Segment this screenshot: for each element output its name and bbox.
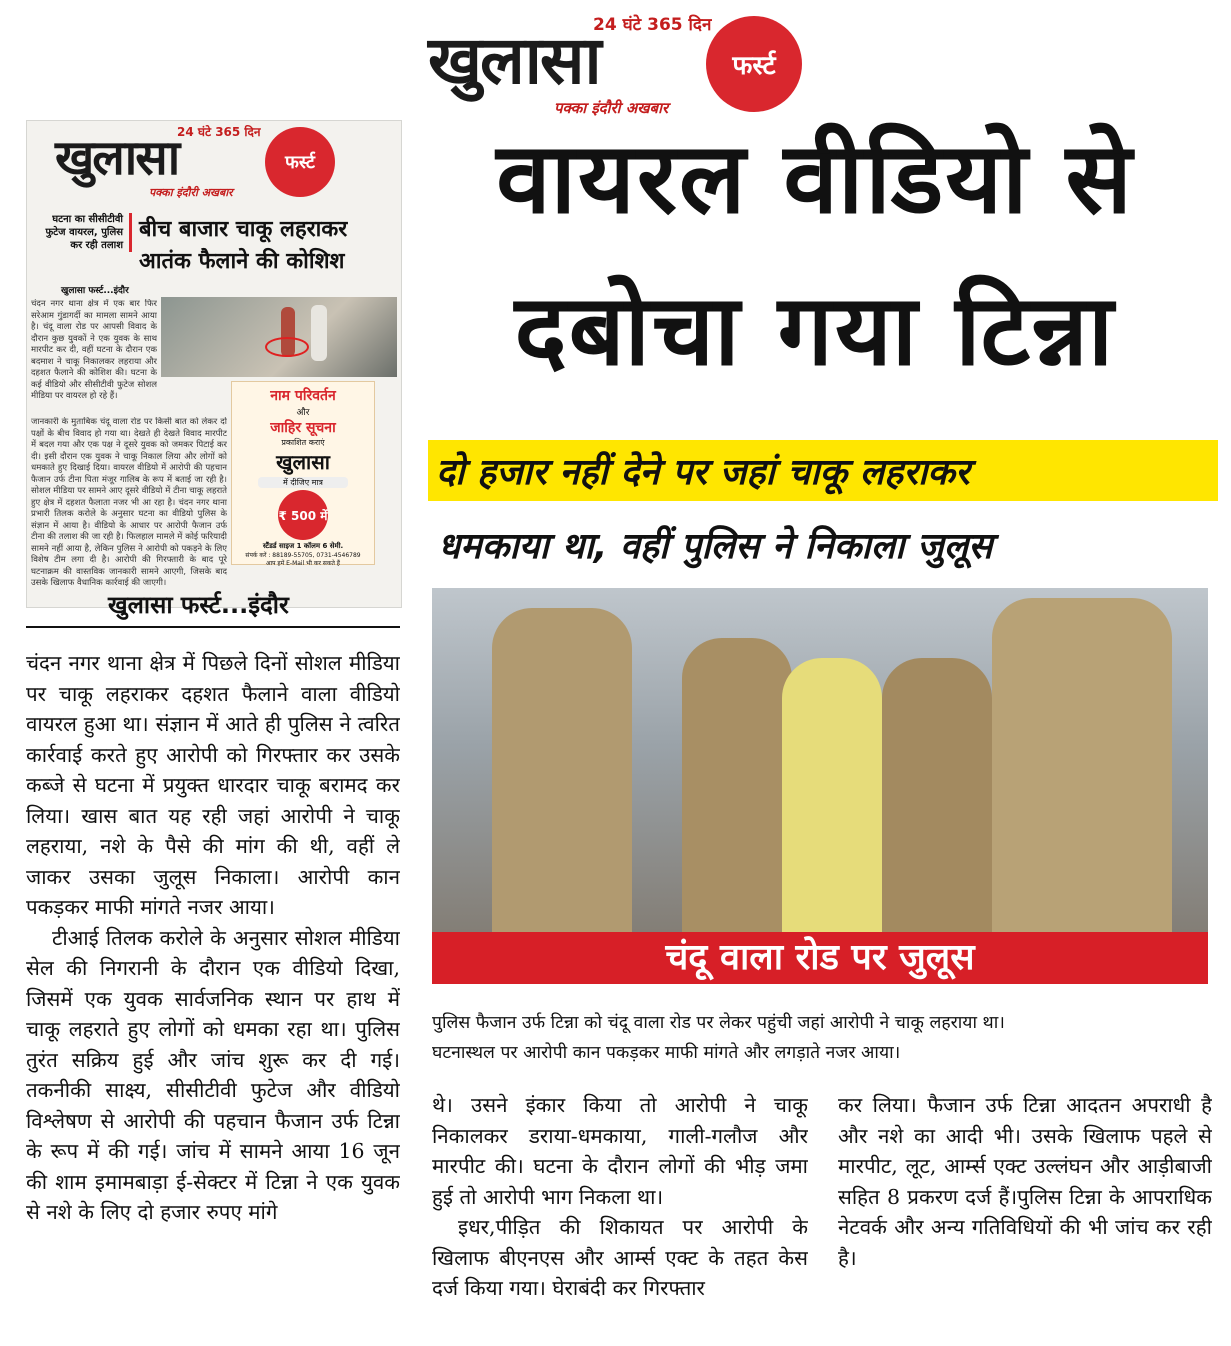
masthead-logo-badge: फर्स्ट xyxy=(706,16,802,112)
article-col2-para1: थे। उसने इंकार किया तो आरोपी ने चाकू निकालकर डराया-धमकाया, गाली-गलौज और मारपीट की। घटना के दौरान लोगों की भीड़ जमा हुई तो आरोपी भाग निकला था। xyxy=(432,1093,808,1209)
ad-size: स्टैंडर्ड साइज 1 कॉलम 6 सेमी. xyxy=(262,542,344,550)
dateline-rule xyxy=(26,626,400,628)
photo-officer-left xyxy=(492,608,632,984)
inset-clipping xyxy=(26,120,402,608)
article-col2-para2: इधर,पीड़ित की शिकायत पर आरोपी के खिलाफ बीएनएस और आर्म्स एक्ट के तहत केस दर्ज किया गया। घेराबंदी कर गिरफ्तार xyxy=(432,1215,808,1300)
inset-title-line1: बीच बाजार चाकू लहराकर xyxy=(139,217,348,242)
article-col1-para1: चंदन नगर थाना क्षेत्र में पिछले दिनों सोशल मीडिया पर चाकू लहराकर दहशत फैलाने वाला वीडियो वायरल हुआ था। संज्ञान में आते ही पुलिस ने त्वरित कार्रवाई करते हुए आरोपी को गिरफ्तार कर उसके कब्जे से घटना में प्रयुक्त धारदार चाकू बरामद कर लिया। खास बात यह रही जहां आरोपी ने चाकू लहराया, नशे के पैसे की मांग की थी, वहीं ले जाकर उसका जुलूस निकाला। आरोपी कान पकड़कर माफी मांगते नजर आया। xyxy=(26,651,400,919)
ad-email: आप हमें E-Mail भी कर सकते हैं xyxy=(265,560,340,567)
ad-sub: प्रकाशित कराएं xyxy=(281,438,325,447)
dateline: खुलासा फर्स्ट...इंदौर xyxy=(108,591,289,619)
inset-ad xyxy=(231,381,375,565)
inset-cctv-image xyxy=(161,297,397,377)
inset-slogan: पक्का इंदौरी अखबार xyxy=(149,186,233,199)
masthead-tagline: 24 घंटे 365 दिन xyxy=(593,15,712,35)
masthead-logo: खुलासा xyxy=(428,22,600,99)
inset-tagline: 24 घंटे 365 दिन xyxy=(177,125,261,139)
article-col1-para2: टीआई तिलक करोले के अनुसार सोशल मीडिया सेल की निगरानी के दौरान एक वीडियो दिखा, जिसमें एक युवक सार्वजनिक स्थान पर हाथ में चाकू लहराते हुए लोगों को धमका रहा था। पुलिस तुरंत सक्रिय हुई और जांच शुरू कर दी गई। तकनीकी साक्ष्य, सीसीटीवी फुटेज और वीडियो विश्लेषण से आरोपी की पहचान फैजान उर्फ टिन्ना के रूप में की गई। जांच में सामने आया 16 जून की शाम इमामबाड़ा ई-सेक्टर में टिन्ना ने एक युवक से नशे के लिए दो हजार रुपए मांगे xyxy=(26,925,400,1224)
ad-title1: नाम परिवर्तन xyxy=(270,388,336,404)
article-column-3 xyxy=(838,1090,1212,1310)
ad-logo: खुलासा xyxy=(276,450,330,474)
article-column-1 xyxy=(26,648,400,1308)
ad-title2: जाहिर सूचना xyxy=(270,420,336,436)
inset-side-note: घटना का सीसीटीवी फुटेज वायरल, पुलिस कर रही तलाश xyxy=(33,213,132,252)
headline-line1: वायरल वीडियो से xyxy=(496,122,1134,236)
article-col3-para1: कर लिया। फैजान उर्फ टिन्ना आदतन अपराधी है और नशे का आदी भी। उसके खिलाफ पहले से मारपीट, लूट, आर्म्स एक्ट उल्लंघन और आड़ीबाजी सहित 8 प्रकरण दर्ज हैं।पुलिस टिन्ना के आपराधिक नेटवर्क और अन्य गतिविधियों की भी जांच कर रही है। xyxy=(838,1093,1212,1270)
subheadline-line2: धमकाया था, वहीं पुलिस ने निकाला जुलूस xyxy=(430,514,1198,575)
headline-line2: दबोचा गया टिन्ना xyxy=(514,274,1116,388)
masthead-slogan: पक्का इंदौरी अखबार xyxy=(554,99,669,117)
photo-officer-right xyxy=(992,598,1172,984)
ad-price-badge: ₹ 500 में xyxy=(278,490,328,540)
photo-caption-banner: चंदू वाला रोड पर जुलूस xyxy=(432,932,1208,984)
inset-body-bottom: जानकारी के मुताबिक चंदू वाला रोड पर किसी बात को लेकर दो पक्षों के बीच विवाद हो गया था। देखते ही देखते विवाद मारपीट में बदल गया और एक पक्ष ने दूसरे युवक को जमकर पिटाई कर दी। इसी दौरान एक युवक ने चाकू निकाल लिया और लोगों को धमकाते हुए दिखाई दिया। वायरल वीडियो में आरोपी की पहचान फैजान उर्फ टीना पिता मंजूर गालिब के रूप में बताई जा रही है। सोशल मीडिया पर सामने आए दूसरे वीडियो में टीना चाकू लहराते हुए क्षेत्र में दहशत फैलाता नजर भी आ रहा है। चंदन नगर थाना प्रभारी तिलक करोले के अनुसार घटना का वीडियो पुलिस के संज्ञान में आया है। वीडियो के आधार पर आरोपी फैजान उर्फ टीना की तलाश की जा रही है। फिलहाल मामले में कोई फरियादी सामने नहीं आया है, लेकिन पुलिस ने आरोपी को पकड़ने के लिए विशेष टीम लगा दी है। आरोपी की गिरफ्तारी के बाद पूरे घटनाक्रम की वास्तविक जानकारी सामने आएगी, जिसके बाद उसके खिलाफ वैधानिक कार्रवाई की जाएगी। xyxy=(31,417,227,588)
subheadline-line1: दो हजार नहीं देने पर जहां चाकू लहराकर xyxy=(428,440,1218,501)
inset-logo-badge: फर्स्ट xyxy=(265,127,335,197)
photo-caption-line2: घटनास्थल पर आरोपी कान पकड़कर माफी मांगते और लगड़ाते नजर आया। xyxy=(432,1043,901,1063)
ad-and: और xyxy=(296,408,310,418)
inset-dateline: खुलासा फर्स्ट...इंदौर xyxy=(61,286,129,296)
inset-title-line2: आतंक फैलाने की कोशिश xyxy=(139,249,345,274)
cctv-highlight-circle xyxy=(265,337,309,357)
inset-logo: खुलासा xyxy=(55,130,179,186)
ad-contact: संपर्क करें : 88189-55705, 0731-4546789 xyxy=(245,552,361,559)
inset-body-top: चंदन नगर थाना क्षेत्र में एक बार फिर सरेआम गुंडागर्दी का मामला सामने आया है। चंदू वाला रोड पर आपसी विवाद के दौरान कुछ युवकों ने एक युवक के साथ मारपीट कर दी, वहीं घटना के दौरान एक बदमाश ने चाकू निकालकर लहराया और दहशत फैलाने की कोशिश की। घटना के कई वीडियो और सीसीटीवी फुटेज सोशल मीडिया पर वायरल हो रहे हैं। xyxy=(31,299,157,401)
masthead xyxy=(428,10,818,120)
article-column-2 xyxy=(432,1090,808,1310)
ad-price-label: में दीजिए मात्र xyxy=(258,477,348,488)
cctv-figure-2 xyxy=(311,305,327,361)
photo-caption-line1: पुलिस फैजान उर्फ टिन्ना को चंदू वाला रोड पर लेकर पहुंची जहां आरोपी ने चाकू लहराया था। xyxy=(432,1013,1005,1033)
news-photo xyxy=(432,588,1208,984)
